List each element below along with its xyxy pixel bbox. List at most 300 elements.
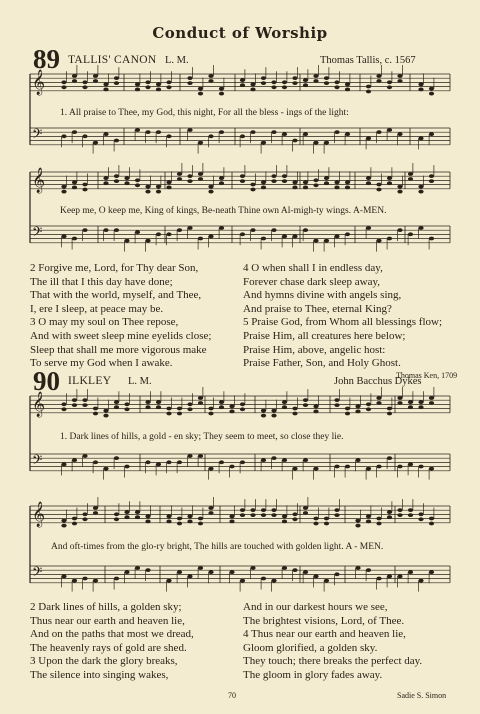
- hymn-90-system-1-note: [345, 465, 350, 469]
- hymn-90-system-1-note: [93, 412, 98, 416]
- hymn-89-system-2-note: [187, 174, 192, 178]
- hymn-90-system-1-note: [303, 458, 308, 462]
- hymn-90-system-1-note: [177, 412, 182, 416]
- verse-line: Gloom glorified, a golden sky.: [243, 641, 378, 654]
- hymn-89-system-1-note: [250, 130, 255, 134]
- hymn-90-system-2-note: [271, 513, 276, 517]
- hymn-89-system-2-note: [177, 177, 182, 181]
- hymn-90-system-1-note: [303, 398, 308, 402]
- hymn-89-system-2-note: [324, 181, 329, 185]
- hymn-90-system-2-note: [366, 520, 371, 524]
- verse-line: The heavenly rays of gold are shed.: [30, 641, 187, 654]
- hymn-90-system-2-note: [408, 508, 413, 512]
- hymn-89-system-1-note: [93, 74, 98, 78]
- hymn-90-system-1-note: [114, 405, 119, 409]
- hymn-89-system-2-note: [303, 186, 308, 190]
- hymn-89-verses-right: [243, 262, 442, 371]
- hymn-89-system-2-note: [124, 239, 129, 243]
- hymn-90-system-1-note: [177, 460, 182, 464]
- hymn-89-verses-left: [30, 262, 211, 371]
- hymn-89-system-2-note: [82, 228, 87, 232]
- hymn-90-system-2-note: [177, 522, 182, 526]
- hymn-90-system-2-note: [292, 568, 297, 572]
- hymn-90-system-2-note: [366, 568, 371, 572]
- hymn-90-system-2-note: [355, 519, 360, 523]
- hymn-89-system-1-note: [271, 130, 276, 134]
- hymn-89-system-1-note: [397, 132, 402, 136]
- hymn-89-system-1-note: [61, 134, 66, 138]
- hymn-90-system-2-note: [208, 506, 213, 510]
- hymn-89-system-1-note: [114, 81, 119, 85]
- hymn-90-system-2-note: [240, 513, 245, 517]
- hymn-89-system-1-note: [387, 128, 392, 132]
- hymn-90-system-2-note: [82, 577, 87, 581]
- hymn-90-system-1-note: [271, 456, 276, 460]
- hymn-90-system-2-note: [93, 506, 98, 510]
- hymn-89-system-2-note: [156, 190, 161, 194]
- hymn-90-meter: L. M.: [128, 376, 152, 387]
- hymn-90-verses-left: [30, 601, 194, 683]
- hymn-90-system-1-note: [219, 400, 224, 404]
- hymn-89-system-1-note: [145, 80, 150, 84]
- verse-line: They touch; there breaks the perfect day.: [243, 655, 423, 668]
- hymn-89-system-2-note: [114, 174, 119, 178]
- hymn-89-system-1-note: [208, 134, 213, 138]
- hymn-89-system-2-note: [345, 181, 350, 185]
- hymn-90-system-1-note: [418, 465, 423, 469]
- hymn-89-system-2-bass-clef: 𝄢: [32, 224, 43, 243]
- hymn-90-system-2-note: [208, 511, 213, 515]
- hymn-89-system-1-note: [166, 134, 171, 138]
- hymn-90-system-2-note: [429, 517, 434, 521]
- verse-line: 4 O when shall I in endless day,: [243, 262, 383, 274]
- hymn-89-system-1-note: [429, 132, 434, 136]
- hymn-90-system-2-note: [114, 517, 119, 521]
- verse-line: The silence into singing wakes,: [30, 668, 169, 681]
- hymn-90-system-1-note: [114, 400, 119, 404]
- hymn-90-system-2-note: [418, 512, 423, 516]
- hymn-90-system-2-note: [303, 511, 308, 515]
- hymn-90-system-1-note: [208, 412, 213, 416]
- hymn-89-system-1-note: [166, 80, 171, 84]
- hymn-89-system-1-note: [219, 87, 224, 91]
- hymn-90-system-1-note: [429, 467, 434, 471]
- verse-line: That with the world, myself, and Thee,: [30, 289, 202, 302]
- hymn-90-system-1-note: [271, 409, 276, 413]
- hymn-90-system-2-note: [240, 508, 245, 512]
- hymn-90-system-2-note: [376, 577, 381, 581]
- hymn-89-system-2-note: [408, 172, 413, 176]
- verse-line: The gloom in glory fades away.: [243, 668, 383, 681]
- hymn-90-lyric-line-2: And oft-times from the glo-ry bright, The hills are touched with golden light. A - MEN.: [51, 542, 384, 552]
- hymn-90-system-1-note: [366, 467, 371, 471]
- hymn-90-tune: ILKLEY: [68, 375, 112, 387]
- hymn-89-number: 89: [33, 44, 60, 74]
- hymn-90-system-1-note: [334, 398, 339, 402]
- hymn-90-system-1-note: [366, 407, 371, 411]
- hymn-89-system-2-note: [324, 176, 329, 180]
- verse-line: Thus near our earth and heaven lie,: [30, 614, 185, 627]
- verse-line: Sleep that shall me more vigorous make: [30, 343, 207, 356]
- hymn-89-system-2-note: [240, 179, 245, 183]
- hymn-90-system-1-note: [72, 458, 77, 462]
- hymn-90-system-2-note: [93, 579, 98, 583]
- verse-line: 2 Forgive me, Lord, for Thy dear Son,: [30, 262, 199, 274]
- hymn-89-system-2-note: [156, 185, 161, 189]
- hymn-89-lyric-line-2: Keep me, O keep me, King of kings, Be-neath Thine own Al-migh-ty wings. A-MEN.: [60, 206, 387, 216]
- hymn-89-system-2-note: [208, 235, 213, 239]
- hymn-90-system-2-bass-clef: 𝄢: [32, 564, 43, 583]
- hymn-89-system-2-note: [198, 237, 203, 241]
- hymn-89-system-2-note: [103, 181, 108, 185]
- hymn-89-system-1-note: [303, 132, 308, 136]
- hymn-89-system-2-note: [103, 176, 108, 180]
- hymn-89-system-2-note: [282, 174, 287, 178]
- hymn-90-system-1-note: [145, 400, 150, 404]
- hymn-90-system-2-note: [282, 515, 287, 519]
- verse-line: Praise Him, all creatures here below;: [243, 329, 406, 342]
- verse-line: And praise to Thee, eternal King?: [243, 302, 392, 315]
- hymn-89-system-2-note: [61, 185, 66, 189]
- hymn-90-system-1-note: [261, 458, 266, 462]
- hymn-89-system-1-bass-clef: 𝄢: [32, 126, 43, 145]
- verse-line: 3 Upon the dark the glory breaks,: [30, 655, 178, 668]
- hymn-90-system-1-note: [355, 405, 360, 409]
- hymn-89-system-1-note: [366, 85, 371, 89]
- hymn-89-system-1-note: [219, 92, 224, 96]
- hymn-90-system-2-note: [324, 517, 329, 521]
- hymn-90-system-2-note: [72, 522, 77, 526]
- hymn-90-system-2-note: [82, 512, 87, 516]
- hymn-89-system-1-note: [282, 132, 287, 136]
- hymn-89-system-1-note: [240, 78, 245, 82]
- hymn-89-system-1-note: [156, 83, 161, 87]
- hymn-90-system-2-note: [250, 566, 255, 570]
- hymn-90-system-1-note: [345, 412, 350, 416]
- hymn-89-system-1-note: [219, 130, 224, 134]
- hymn-89-system-1-note: [261, 76, 266, 80]
- hymn-89-system-2-note: [408, 232, 413, 236]
- hymn-89-system-2-note: [282, 179, 287, 183]
- hymn-90-system-2-note: [187, 515, 192, 519]
- hymn-90-system-1-note: [355, 458, 360, 462]
- hymn-90-system-1-note: [166, 407, 171, 411]
- hymn-89-system-1-note: [292, 81, 297, 85]
- hymn-89-system-1-note: [208, 79, 213, 83]
- hymn-89-system-1-note: [418, 83, 423, 87]
- hymn-89-system-1-note: [135, 88, 140, 92]
- hymn-90-system-2-note: [198, 522, 203, 526]
- hymn-90-system-2-note: [334, 513, 339, 517]
- hymn-89-system-1-note: [324, 81, 329, 85]
- hymn-90-system-2-note: [387, 515, 392, 519]
- hymn-90-system-1-note: [408, 400, 413, 404]
- hymn-89-system-2-note: [397, 185, 402, 189]
- hymn-89-system-2-note: [303, 181, 308, 185]
- hymn-90-system-1-note: [198, 396, 203, 400]
- hymn-89-meter: L. M.: [165, 55, 189, 66]
- hymn-90-system-1-note: [156, 463, 161, 467]
- page-header: Conduct of Worship: [152, 24, 328, 42]
- hymn-90-system-2-note: [292, 512, 297, 516]
- hymn-90-system-1-note: [334, 403, 339, 407]
- hymn-90-system-1-note: [208, 467, 213, 471]
- hymn-89-system-2-note: [334, 235, 339, 239]
- hymn-89-tune: TALLIS' CANON: [68, 54, 157, 66]
- hymn-90-system-2-note: [250, 508, 255, 512]
- hymn-89-system-2-note: [345, 232, 350, 236]
- hymn-90-system-1-note: [219, 460, 224, 464]
- hymn-89-system-1-note: [82, 80, 87, 84]
- hymn-90-system-2-note: [429, 522, 434, 526]
- hymn-89-system-1-note: [429, 92, 434, 96]
- hymn-90-system-1-note: [261, 414, 266, 418]
- hymn-90-system-1-note: [82, 454, 87, 458]
- hymn-90-system-2-note: [282, 520, 287, 524]
- hymn-90-system-2-note: [355, 524, 360, 528]
- hymn-90-system-2-note: [355, 566, 360, 570]
- hymn-89-system-2-note: [166, 186, 171, 190]
- hymn-90-system-2-note: [240, 579, 245, 583]
- hymn-90-system-2-note: [198, 517, 203, 521]
- hymn-90-system-1-note: [334, 465, 339, 469]
- hymn-89-system-2-note: [208, 190, 213, 194]
- hymn-89-system-1-note: [429, 87, 434, 91]
- hymn-89-system-2-note: [271, 228, 276, 232]
- hymn-90-system-2-note: [145, 520, 150, 524]
- hymn-90-system-1-note: [219, 405, 224, 409]
- hymn-90-system-1-note: [229, 465, 234, 469]
- hymn-89-system-1-note: [387, 80, 392, 84]
- hymn-90-system-1-note: [397, 401, 402, 405]
- hymn-89-system-2-note: [135, 230, 140, 234]
- hymn-90-system-1-note: [429, 401, 434, 405]
- hymn-90-system-1-note: [418, 400, 423, 404]
- hymn-89-system-2-note: [61, 190, 66, 194]
- hymn-90-system-1-note: [198, 454, 203, 458]
- hymn-89-system-1-note: [103, 83, 108, 87]
- hymn-89-system-1-note: [250, 88, 255, 92]
- hymn-89-system-1-note: [324, 141, 329, 145]
- hymn-89-system-1-note: [271, 80, 276, 84]
- hymn-89-system-1-note: [334, 130, 339, 134]
- hymn-89-system-1-note: [166, 85, 171, 89]
- hymn-89-system-2-note: [303, 228, 308, 232]
- hymn-90-system-2-note: [114, 577, 119, 581]
- hymn-89-system-2-treble-clef: 𝄞: [32, 168, 46, 193]
- hymn-90-system-1-note: [282, 400, 287, 404]
- hymn-90-system-1-note: [208, 407, 213, 411]
- hymn-90-system-1-note: [166, 412, 171, 416]
- hymn-90-system-1-note: [145, 460, 150, 464]
- hymn-89-system-1-note: [61, 80, 66, 84]
- hymn-90-system-1-note: [72, 398, 77, 402]
- hymn-90-system-2-note: [397, 508, 402, 512]
- hymn-89-system-2-note: [114, 179, 119, 183]
- hymn-90-system-2-note: [72, 517, 77, 521]
- hymn-89-system-1-note: [334, 80, 339, 84]
- hymn-89-system-2-note: [261, 237, 266, 241]
- hymn-89-system-1-note: [303, 83, 308, 87]
- hymn-90-system-1-note: [187, 402, 192, 406]
- hymn-89-system-2-note: [292, 235, 297, 239]
- hymn-90-system-2-note: [387, 510, 392, 514]
- hymn-90-system-1-note: [229, 410, 234, 414]
- hymn-90-system-2-note: [408, 570, 413, 574]
- hymn-90-system-2-note: [313, 522, 318, 526]
- hymn-89-system-2-note: [61, 235, 66, 239]
- hymn-89-system-1-note: [271, 85, 276, 89]
- hymn-90-system-2-note: [187, 520, 192, 524]
- verse-line: And with sweet sleep mine eyelids close;: [30, 329, 212, 342]
- hymn-90-system-2-note: [271, 508, 276, 512]
- hymn-90-system-1-note: [124, 465, 129, 469]
- hymn-89-system-1-note: [366, 90, 371, 94]
- hymn-90-system-2-note: [292, 517, 297, 521]
- hymn-90-system-2-note: [124, 515, 129, 519]
- hymn-90-lyric-line-1: 1. Dark lines of hills, a gold - en sky; They seem to meet, so close they lie.: [60, 432, 344, 442]
- hymn-90-system-2-note: [261, 513, 266, 517]
- hymn-90-system-2-note: [166, 520, 171, 524]
- hymn-89-system-2-note: [187, 179, 192, 183]
- hymn-90-system-2-note: [376, 517, 381, 521]
- hymn-89-system-2-note: [114, 228, 119, 232]
- hymn-90-system-2-note: [250, 513, 255, 517]
- hymn-89-system-2-note: [198, 177, 203, 181]
- hymn-89-system-1-note: [240, 134, 245, 138]
- hymn-90-system-2-note: [366, 515, 371, 519]
- hymn-89-system-1-note: [292, 76, 297, 80]
- hymn-89-system-1-note: [282, 80, 287, 84]
- hymn-89-system-1-note: [240, 83, 245, 87]
- verse-line: 2 Dark lines of hills, a golden sky;: [30, 601, 182, 613]
- page-number: 70: [228, 691, 236, 700]
- hymn-90-system-1-note: [114, 456, 119, 460]
- verse-line: And on the paths that most we dread,: [30, 628, 194, 641]
- hymn-90-system-1-note: [355, 410, 360, 414]
- hymn-89-system-2-note: [429, 179, 434, 183]
- verse-line: Forever chase dark sleep away,: [243, 275, 381, 288]
- hymn-90-system-1-note: [93, 460, 98, 464]
- hymn-90-system-2-note: [72, 579, 77, 583]
- hymn-89-system-2-note: [261, 186, 266, 190]
- hymn-90-system-1-note: [408, 463, 413, 467]
- hymn-89-composer: Thomas Tallis, c. 1567: [320, 55, 416, 66]
- hymn-89-system-2-note: [72, 237, 77, 241]
- hymn-89-system-2-note: [397, 228, 402, 232]
- hymn-89-system-2-note: [103, 228, 108, 232]
- hymn-90-system-2-note: [418, 579, 423, 583]
- hymn-90-system-2-note: [271, 579, 276, 583]
- hymn-89-system-1-note: [261, 141, 266, 145]
- hymn-89-system-2-note: [292, 181, 297, 185]
- hymn-89-system-2-note: [124, 176, 129, 180]
- hymn-89-system-1-note: [82, 134, 87, 138]
- hymn-89-system-2-note: [261, 181, 266, 185]
- hymn-89-system-1-note: [303, 78, 308, 82]
- hymn-90-system-2-note: [135, 510, 140, 514]
- hymn-89-system-1-note: [345, 132, 350, 136]
- hymn-89-system-1-note: [198, 87, 203, 91]
- hymn-90-system-2-note: [303, 570, 308, 574]
- verse-line: 4 Thus near our earth and heaven lie,: [243, 628, 406, 641]
- verse-line: Praise Him, above, angelic host:: [243, 343, 386, 356]
- hymn-90-system-1-note: [376, 465, 381, 469]
- hymn-89-system-1-note: [93, 141, 98, 145]
- hymn-89-system-2-note: [376, 239, 381, 243]
- hymn-90-system-2-note: [187, 575, 192, 579]
- hymn-89-system-2-note: [177, 228, 182, 232]
- hymn-90-system-2-note: [114, 512, 119, 516]
- hymn-90-system-1-note: [177, 407, 182, 411]
- hymn-89-system-2-note: [429, 237, 434, 241]
- hymn-90-system-1-note: [313, 467, 318, 471]
- hymn-90-system-1-note: [313, 410, 318, 414]
- hymn-90-composer: John Bacchus Dykes: [334, 376, 422, 387]
- hymn-90-system-1-note: [240, 407, 245, 411]
- hymn-89-system-1-note: [313, 79, 318, 83]
- hymn-89-system-2-note: [292, 186, 297, 190]
- hymn-89-system-1-note: [103, 132, 108, 136]
- hymn-90-system-2-note: [135, 566, 140, 570]
- hymn-89-system-2-note: [271, 179, 276, 183]
- hymn-90-system-1-note: [271, 414, 276, 418]
- hymn-90-system-1-note: [261, 409, 266, 413]
- hymn-90-system-2-note: [177, 570, 182, 574]
- hymn-90-system-2-note: [334, 572, 339, 576]
- hymn-89-system-2-note: [250, 188, 255, 192]
- hymn-89-system-1-treble-clef: 𝄞: [32, 70, 46, 95]
- hymn-89-system-1-note: [345, 83, 350, 87]
- hymn-89-system-1-note: [72, 130, 77, 134]
- verse-line: And hymns divine with angels sing,: [243, 289, 402, 302]
- hymn-89-system-1-note: [156, 130, 161, 134]
- hymn-90-system-2-note: [313, 575, 318, 579]
- hymn-89-system-2-note: [408, 177, 413, 181]
- hymn-89-system-1-note: [61, 85, 66, 89]
- hymn-90-system-1-note: [72, 403, 77, 407]
- hymn-90-system-1-note: [124, 407, 129, 411]
- hymn-89-system-1-note: [397, 74, 402, 78]
- hymn-90-system-2-note: [177, 517, 182, 521]
- hymn-90-system-2-note: [198, 566, 203, 570]
- verse-line: The ill that I this day have done;: [30, 275, 173, 288]
- hymn-89-system-2-note: [72, 181, 77, 185]
- hymn-90-system-1-note: [397, 465, 402, 469]
- hymn-90-system-2-note: [387, 575, 392, 579]
- hymn-89-system-1-note: [187, 76, 192, 80]
- hymn-89-system-1-note: [82, 85, 87, 89]
- hymn-89-system-1-note: [114, 76, 119, 80]
- verse-line: And in our darkest hours we see,: [243, 601, 388, 613]
- hymn-90-system-1-note: [408, 405, 413, 409]
- hymn-89-system-2-note: [418, 190, 423, 194]
- hymn-90-system-1-note: [345, 407, 350, 411]
- hymn-89-system-2-note: [166, 181, 171, 185]
- hymn-90-system-2-note: [145, 515, 150, 519]
- hymn-90-system-1-note: [313, 405, 318, 409]
- hymn-90-system-1-note: [61, 407, 66, 411]
- hymn-89-system-2-note: [387, 176, 392, 180]
- hymn-89-system-1-note: [345, 88, 350, 92]
- hymn-89-system-2-note: [397, 190, 402, 194]
- hymn-90-system-1-note: [103, 414, 108, 418]
- hymn-89-system-1-note: [72, 79, 77, 83]
- hymn-90-system-1-note: [103, 409, 108, 413]
- hymn-89-system-1-note: [418, 88, 423, 92]
- hymn-89-system-1-note: [376, 130, 381, 134]
- hymn-89-system-2-note: [240, 232, 245, 236]
